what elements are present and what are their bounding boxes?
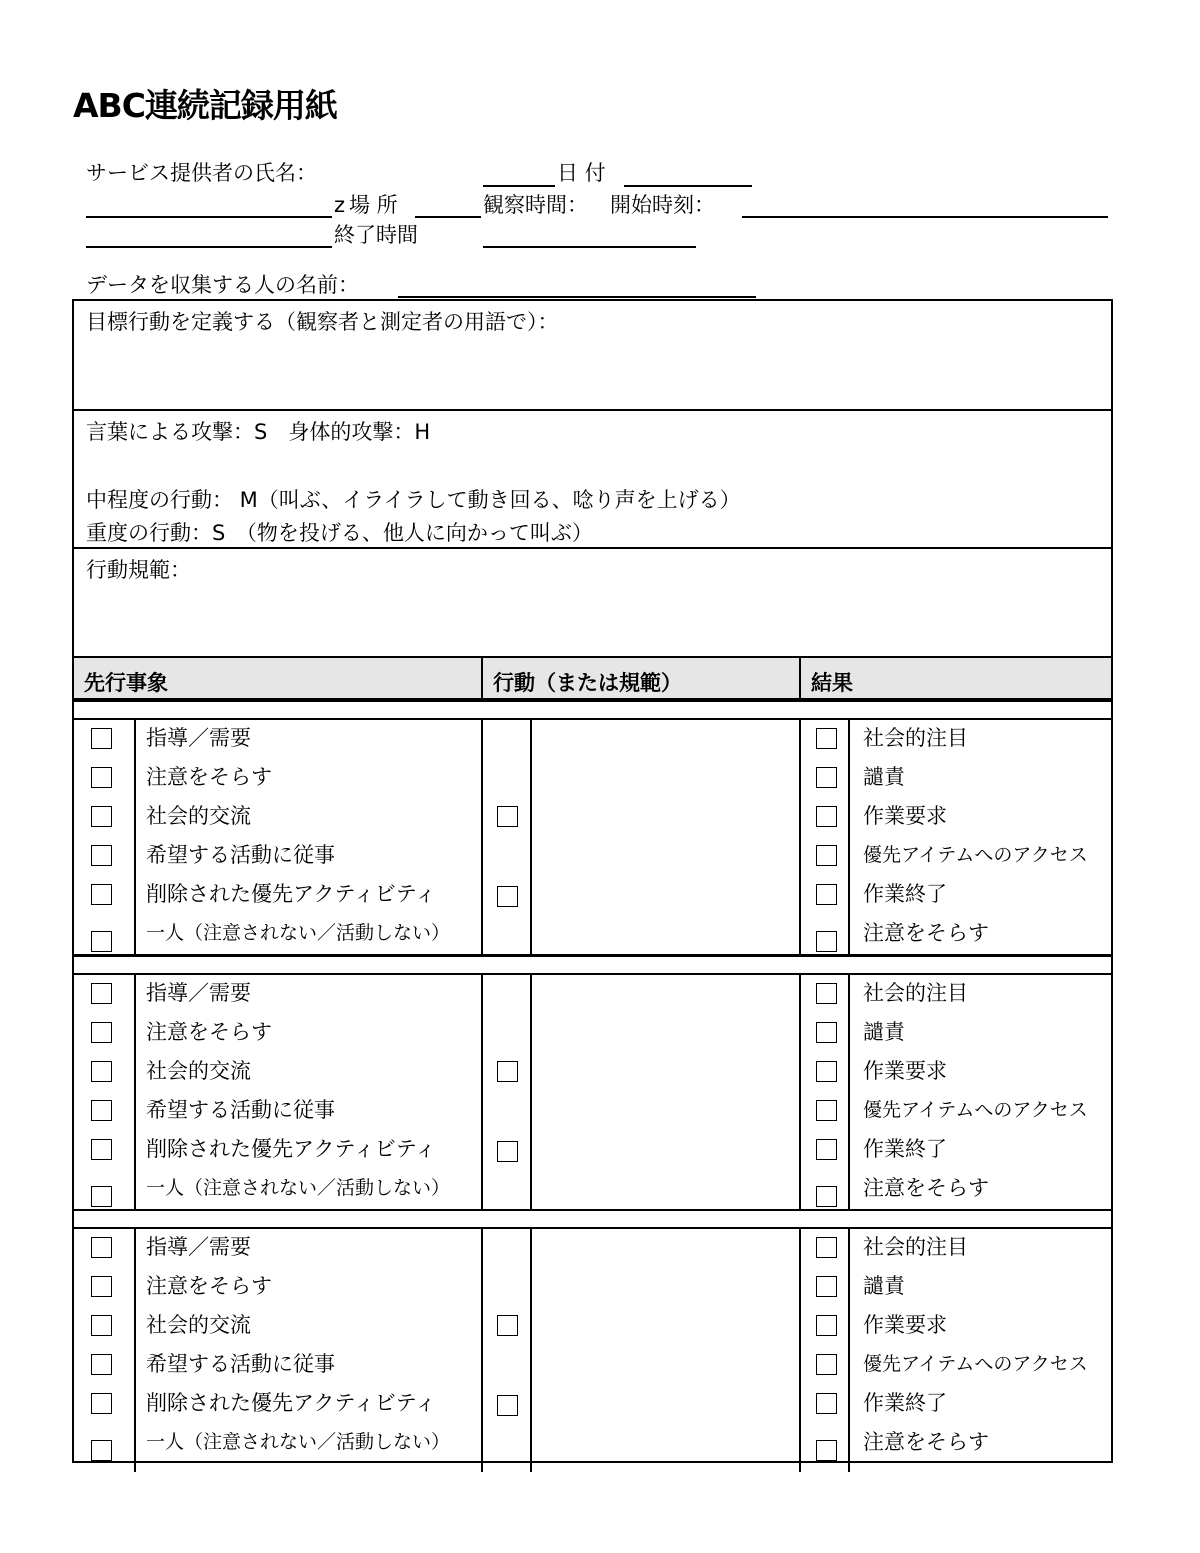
divider — [74, 973, 1111, 975]
antecedent-option: 指導／需要 — [146, 981, 251, 1005]
consequence-option: 譴責 — [863, 765, 905, 789]
antecedent-checkbox[interactable] — [91, 728, 112, 749]
divider — [848, 1227, 850, 1472]
consequence-option: 社会的注目 — [863, 981, 968, 1005]
consequence-option: 作業終了 — [863, 1391, 947, 1415]
behavior-checkbox[interactable] — [497, 886, 518, 907]
consequence-option: 譴責 — [863, 1274, 905, 1298]
consequence-checkbox[interactable] — [816, 767, 837, 788]
provider-field[interactable] — [483, 185, 555, 187]
abc-form — [72, 299, 1113, 1463]
consequence-option: 社会的注目 — [863, 1235, 968, 1259]
antecedent-option: 削除された優先アクティビティ — [146, 1391, 437, 1415]
consequence-checkbox[interactable] — [816, 1186, 837, 1207]
divider — [74, 656, 1111, 658]
consequence-checkbox[interactable] — [816, 806, 837, 827]
consequence-checkbox[interactable] — [816, 1440, 837, 1461]
consequence-option: 優先アイテムへのアクセス — [863, 1099, 1088, 1121]
antecedent-checkbox[interactable] — [91, 884, 112, 905]
antecedent-option: 希望する活動に従事 — [146, 1352, 335, 1376]
name-continuation-field[interactable] — [86, 216, 332, 218]
consequence-checkbox[interactable] — [816, 1022, 837, 1043]
behavior-checkbox[interactable] — [497, 1061, 518, 1082]
antecedent-checkbox[interactable] — [91, 1100, 112, 1121]
consequence-checkbox[interactable] — [816, 1393, 837, 1414]
antecedent-option: 一人（注意されない／活動しない） — [146, 1431, 451, 1453]
antecedent-option: 注意をそらす — [146, 765, 272, 789]
consequence-option: 優先アイテムへのアクセス — [863, 1353, 1088, 1375]
severe-line: 重度の行動：S （物を投げる、他人に向かって叫ぶ） — [86, 521, 593, 545]
antecedent-checkbox[interactable] — [91, 1440, 112, 1461]
divider — [134, 1227, 136, 1472]
antecedent-option: 社会的交流 — [146, 804, 251, 828]
consequence-option: 社会的注目 — [863, 726, 968, 750]
consequence-checkbox[interactable] — [816, 1315, 837, 1336]
divider — [74, 547, 1111, 549]
start-label: 開始時刻： — [610, 193, 715, 217]
define-label: 目標行動を定義する（観察者と測定者の用語で）： — [86, 310, 559, 334]
page-title: ABC連続記録用紙 — [73, 86, 337, 125]
moderate-line: 中程度の行動： M（叫ぶ、イライラして動き回る、唸り声を上げる） — [86, 488, 741, 512]
divider — [134, 718, 136, 954]
antecedent-checkbox[interactable] — [91, 806, 112, 827]
provider-label: サービス提供者の氏名： — [86, 161, 317, 185]
antecedent-option: 注意をそらす — [146, 1020, 272, 1044]
antecedent-checkbox[interactable] — [91, 1061, 112, 1082]
consequence-checkbox[interactable] — [816, 1061, 837, 1082]
end-time-field[interactable] — [483, 246, 696, 248]
consequence-checkbox[interactable] — [816, 728, 837, 749]
place-label: 場 所 — [349, 193, 398, 217]
consequence-option: 譴責 — [863, 1020, 905, 1044]
antecedent-option: 一人（注意されない／活動しない） — [146, 1177, 451, 1199]
consequence-checkbox[interactable] — [816, 845, 837, 866]
divider — [74, 718, 1111, 720]
end-label: 終了時間 — [334, 223, 418, 247]
behavior-checkbox[interactable] — [497, 806, 518, 827]
collector-field[interactable] — [398, 296, 756, 298]
divider — [799, 1227, 801, 1472]
consequence-checkbox[interactable] — [816, 884, 837, 905]
consequence-checkbox[interactable] — [816, 1276, 837, 1297]
consequence-checkbox[interactable] — [816, 1354, 837, 1375]
consequence-checkbox[interactable] — [816, 983, 837, 1004]
consequence-checkbox[interactable] — [816, 1237, 837, 1258]
date-field[interactable] — [624, 185, 752, 187]
extra-field[interactable] — [86, 246, 332, 248]
antecedent-checkbox[interactable] — [91, 1354, 112, 1375]
antecedent-checkbox[interactable] — [91, 1186, 112, 1207]
divider — [481, 657, 483, 699]
collector-label: データを収集する人の名前： — [86, 273, 359, 297]
start-time-field[interactable] — [742, 216, 1108, 218]
antecedent-checkbox[interactable] — [91, 931, 112, 952]
antecedent-option: 一人（注意されない／活動しない） — [146, 922, 451, 944]
consequence-option: 注意をそらす — [863, 1430, 989, 1454]
consequence-option: 作業要求 — [863, 1313, 947, 1337]
divider — [848, 718, 850, 954]
divider — [799, 973, 801, 1209]
consequence-checkbox[interactable] — [816, 931, 837, 952]
antecedent-checkbox[interactable] — [91, 767, 112, 788]
antecedent-checkbox[interactable] — [91, 1139, 112, 1160]
divider — [481, 973, 483, 1209]
header-consequence: 結果 — [811, 671, 853, 695]
date-label: 日 付 — [557, 161, 606, 185]
divider — [530, 973, 532, 1209]
norm-label: 行動規範： — [86, 558, 191, 582]
antecedent-checkbox[interactable] — [91, 845, 112, 866]
divider — [848, 973, 850, 1209]
observation-label: 観察時間： — [483, 193, 588, 217]
antecedent-checkbox[interactable] — [91, 1315, 112, 1336]
consequence-checkbox[interactable] — [816, 1100, 837, 1121]
divider — [134, 973, 136, 1209]
divider — [530, 718, 532, 954]
antecedent-option: 削除された優先アクティビティ — [146, 882, 437, 906]
consequence-option: 作業終了 — [863, 882, 947, 906]
antecedent-option: 希望する活動に従事 — [146, 1098, 335, 1122]
consequence-option: 注意をそらす — [863, 921, 989, 945]
antecedent-checkbox[interactable] — [91, 1237, 112, 1258]
consequence-option: 優先アイテムへのアクセス — [863, 844, 1088, 866]
behavior-checkbox[interactable] — [497, 1395, 518, 1416]
antecedent-checkbox[interactable] — [91, 1276, 112, 1297]
divider — [74, 955, 1111, 957]
place-field[interactable] — [415, 216, 481, 218]
antecedent-checkbox[interactable] — [91, 1022, 112, 1043]
antecedent-option: 削除された優先アクティビティ — [146, 1137, 437, 1161]
consequence-option: 注意をそらす — [863, 1176, 989, 1200]
header-behavior: 行動（または規範） — [493, 671, 682, 695]
divider — [74, 409, 1111, 411]
antecedent-checkbox[interactable] — [91, 983, 112, 1004]
antecedent-option: 指導／需要 — [146, 1235, 251, 1259]
behavior-checkbox[interactable] — [497, 1141, 518, 1162]
antecedent-option: 指導／需要 — [146, 726, 251, 750]
consequence-option: 作業終了 — [863, 1137, 947, 1161]
divider — [799, 718, 801, 954]
antecedent-option: 注意をそらす — [146, 1274, 272, 1298]
antecedent-option: 希望する活動に従事 — [146, 843, 335, 867]
behavior-checkbox[interactable] — [497, 1315, 518, 1336]
consequence-option: 作業要求 — [863, 1059, 947, 1083]
antecedent-checkbox[interactable] — [91, 1393, 112, 1414]
divider — [530, 1227, 532, 1472]
divider — [74, 1209, 1111, 1211]
divider — [74, 700, 1111, 702]
consequence-option: 作業要求 — [863, 804, 947, 828]
aggression-line: 言葉による攻撃：S 身体的攻撃：H — [86, 420, 431, 444]
header-antecedent: 先行事象 — [84, 671, 168, 695]
divider — [74, 1227, 1111, 1229]
divider — [481, 1227, 483, 1472]
antecedent-option: 社会的交流 — [146, 1059, 251, 1083]
antecedent-option: 社会的交流 — [146, 1313, 251, 1337]
divider — [481, 718, 483, 954]
consequence-checkbox[interactable] — [816, 1139, 837, 1160]
place-prefix: z — [334, 193, 346, 217]
divider — [799, 657, 801, 699]
